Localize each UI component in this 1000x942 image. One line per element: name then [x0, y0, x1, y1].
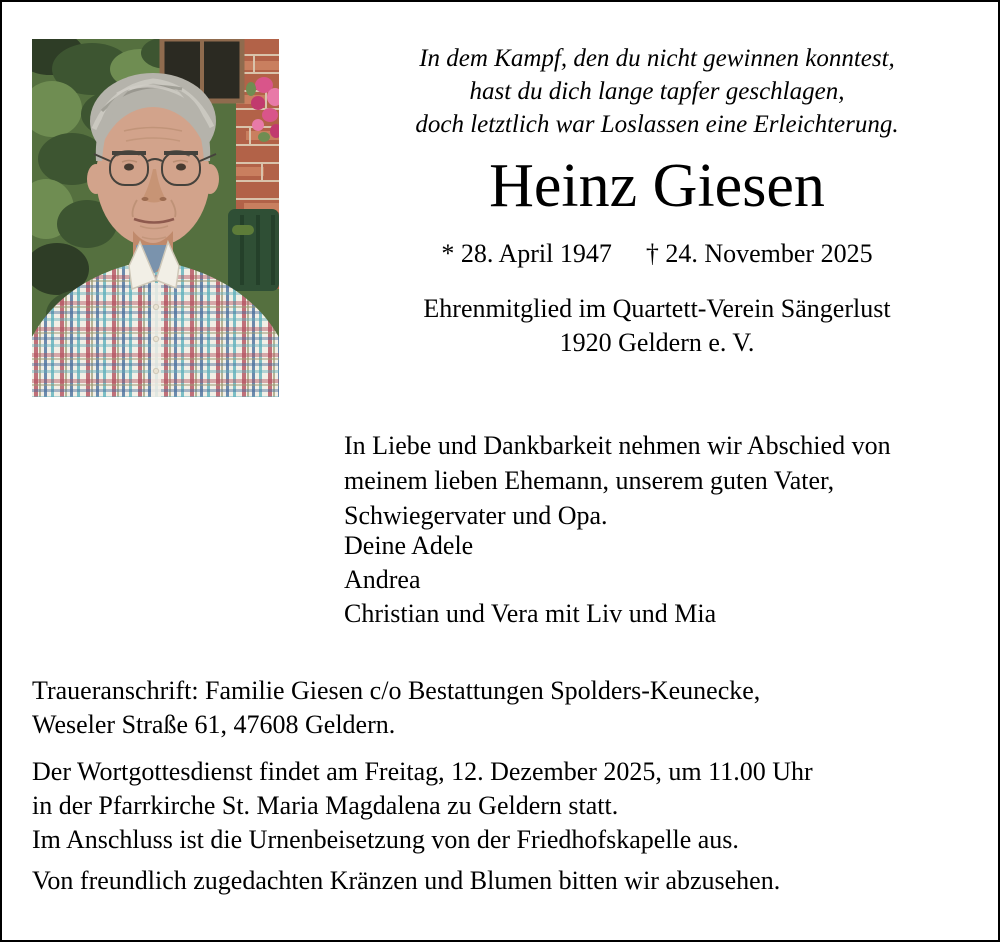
farewell-line-2: meinem lieben Ehemann, unserem guten Vater,	[344, 466, 835, 495]
service-line-3: Im Anschluss ist die Urnenbeisetzung von der Friedhofskapelle aus.	[32, 825, 739, 854]
service-line-2: in der Pfarrkirche St. Maria Magdalena zu Geldern statt.	[32, 791, 619, 820]
portrait-photo	[32, 39, 279, 397]
mourner-christian-family: Christian und Vera mit Liv und Mia	[344, 599, 717, 628]
flowers-request-line: Von freundlich zugedachten Kränzen und Blumen bitten wir abzusehen.	[32, 866, 781, 895]
mourner-adele: Deine Adele	[344, 531, 474, 560]
farewell-line-3: Schwiegervater und Opa.	[344, 501, 608, 530]
flowers-request	[32, 864, 972, 898]
service-information	[32, 755, 972, 857]
address-line-1: Traueranschrift: Familie Giesen c/o Bestattungen Spolders-Keunecke,	[32, 676, 761, 705]
epitaph-line-1: In dem Kampf, den du nicht gewinnen konntest,	[419, 45, 895, 72]
epitaph-line-3: doch letztlich war Loslassen eine Erleichterung.	[415, 111, 899, 138]
death-date: † 24. November 2025	[645, 239, 873, 268]
address-line-2: Weseler Straße 61, 47608 Geldern.	[32, 710, 396, 739]
epitaph-verse	[302, 42, 1000, 141]
epitaph-line-2: hast du dich lange tapfer geschlagen,	[469, 78, 845, 105]
farewell-paragraph	[344, 428, 964, 533]
membership-line-2: 1920 Geldern e. V.	[559, 328, 755, 357]
garden-chair	[228, 209, 279, 291]
membership-note	[302, 292, 1000, 360]
deceased-name: Heinz Giesen	[489, 152, 825, 220]
birth-date: * 28. April 1947	[441, 239, 612, 268]
service-line-1: Der Wortgottesdienst findet am Freitag, 12. Dezember 2025, um 11.00 Uhr	[32, 757, 813, 786]
membership-line-1: Ehrenmitglied im Quartett-Verein Sängerlust	[423, 294, 891, 323]
life-dates	[302, 238, 1000, 270]
farewell-line-1: In Liebe und Dankbarkeit nehmen wir Abschied von	[344, 431, 891, 460]
mourning-address	[32, 674, 972, 742]
mourners-list	[344, 529, 964, 631]
eyes	[124, 164, 134, 171]
mourner-andrea: Andrea	[344, 565, 421, 594]
